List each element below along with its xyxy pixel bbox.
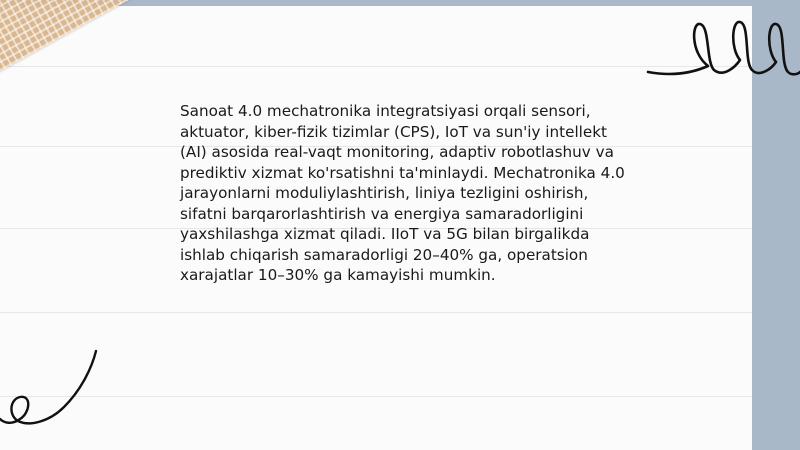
- loop-scribble-icon: [640, 12, 800, 82]
- paper-rule-line: [0, 396, 752, 397]
- body-paragraph: Sanoat 4.0 mechatronika integratsiyasi orqali sensori, aktuator, kiber-fizik tizimlar (CPS), IoT va sun'iy intellekt (AI) asosida real-vaqt monitoring, adaptiv robotlashuv va prediktiv xizmat ko'rsatishni ta'minlaydi. Mechatronika 4.0 jarayonlarni moduliylashtirish, liniya tezligini oshirish, sifatni barqarorlashtirish va energiya samaradorligini yaxshilashga xizmat qiladi. IIoT va 5G bilan birgalikda ishlab chiqarish samaradorligi 20–40% ga, operatsion xarajatlar 10–30% ga kamayishi mumkin.: [180, 102, 625, 284]
- curl-scribble-icon: [0, 345, 110, 435]
- paper-rule-line: [0, 312, 752, 313]
